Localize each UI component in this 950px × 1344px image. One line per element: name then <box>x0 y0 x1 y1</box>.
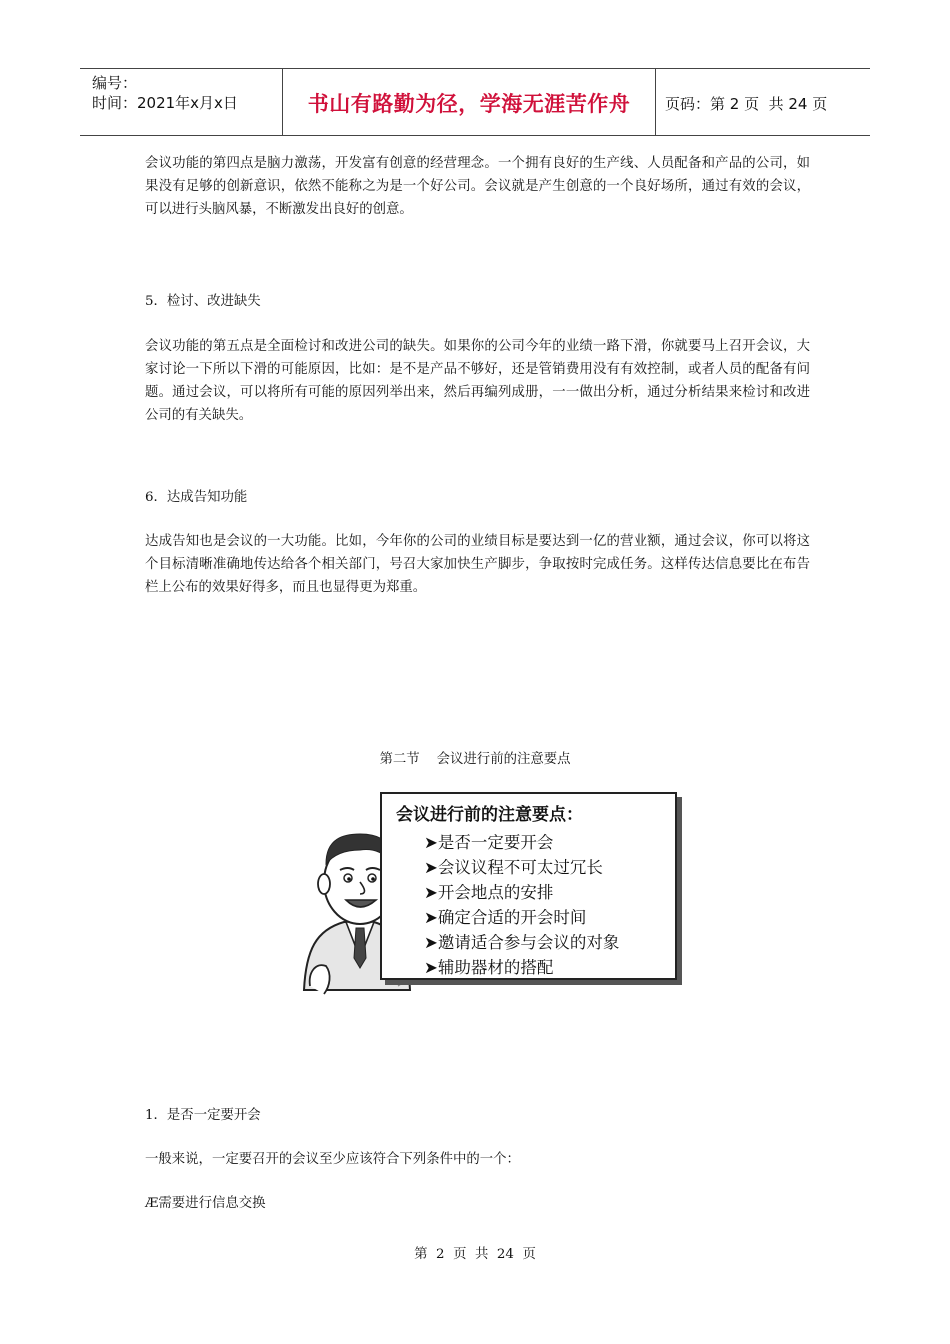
header-meta <box>92 73 238 113</box>
paragraph-brainstorm: 会议功能的第四点是脑力激荡，开发富有创意的经营理念。一个拥有良好的生产线、人员配备和产品的公司，如果没有足够的创新意识，依然不能称之为是一个好公司。会议就是产生创意的一个良好场所，通过有效的会议，可以进行头脑风暴，不断激发出良好的创意。 <box>145 156 810 217</box>
checklist-items <box>424 830 619 980</box>
document-header <box>80 68 870 136</box>
arrow-icon: ➤ <box>424 958 438 977</box>
board-title: 会议进行前的注意要点： <box>396 805 583 825</box>
arrow-icon: ➤ <box>424 833 438 852</box>
checklist-item: ➤辅助器材的搭配 <box>424 958 554 977</box>
bullet-info-exchange: Æ需要进行信息交换 <box>145 1196 266 1211</box>
heading-necessity: 1．是否一定要开会 <box>145 1108 261 1123</box>
checklist-board <box>380 792 677 980</box>
header-divider <box>655 69 656 135</box>
checklist-item: ➤是否一定要开会 <box>424 833 554 852</box>
checklist-item: ➤邀请适合参与会议的对象 <box>424 933 620 952</box>
meeting-checklist-illustration <box>296 790 680 996</box>
arrow-icon: ➤ <box>424 908 438 927</box>
header-motto: 书山有路勤为径，学海无涯苦作舟 <box>307 92 631 116</box>
heading-notification: 6．达成告知功能 <box>145 490 248 505</box>
paragraph-conditions: 一般来说，一定要召开的会议至少应该符合下列条件中的一个： <box>145 1152 520 1167</box>
section-title: 第二节 会议进行前的注意要点 <box>379 752 571 767</box>
header-page-number: 页码：第 2 页 共 24 页 <box>665 94 828 113</box>
arrow-icon: ➤ <box>424 858 438 877</box>
heading-review-improve: 5．检讨、改进缺失 <box>145 294 261 309</box>
checklist-item: ➤会议议程不可太过冗长 <box>424 858 603 877</box>
paragraph-review-improve: 会议功能的第五点是全面检讨和改进公司的缺失。如果你的公司今年的业绩一路下滑，你就要马上召开会议，大家讨论一下所以下滑的可能原因，比如：是不是产品不够好，还是管销费用没有有效控制，或者人员的配备有问题。通过会议，可以将所有可能的原因列举出来，然后再编列成册，一一做出分析，通过分析结果来检讨和改进公司的有关缺失。 <box>145 339 810 423</box>
arrow-icon: ➤ <box>424 883 438 902</box>
checklist-item: ➤确定合适的开会时间 <box>424 908 587 927</box>
footer-page-number: 第 2 页 共 24 页 <box>414 1247 536 1262</box>
arrow-icon: ➤ <box>424 933 438 952</box>
paragraph-notification: 达成告知也是会议的一大功能。比如，今年你的公司的业绩目标是要达到一亿的营业额，通过会议，你可以将这个目标清晰准确地传达给各个相关部门，号召大家加快生产脚步，争取按时完成任务。这样传达信息要比在布告栏上公布的效果好得多，而且也显得更为郑重。 <box>145 534 810 595</box>
checklist-item: ➤开会地点的安排 <box>424 883 554 902</box>
doc-number-label: 编号： <box>92 74 138 92</box>
date-label: 时间：2021年x月x日 <box>92 94 238 112</box>
